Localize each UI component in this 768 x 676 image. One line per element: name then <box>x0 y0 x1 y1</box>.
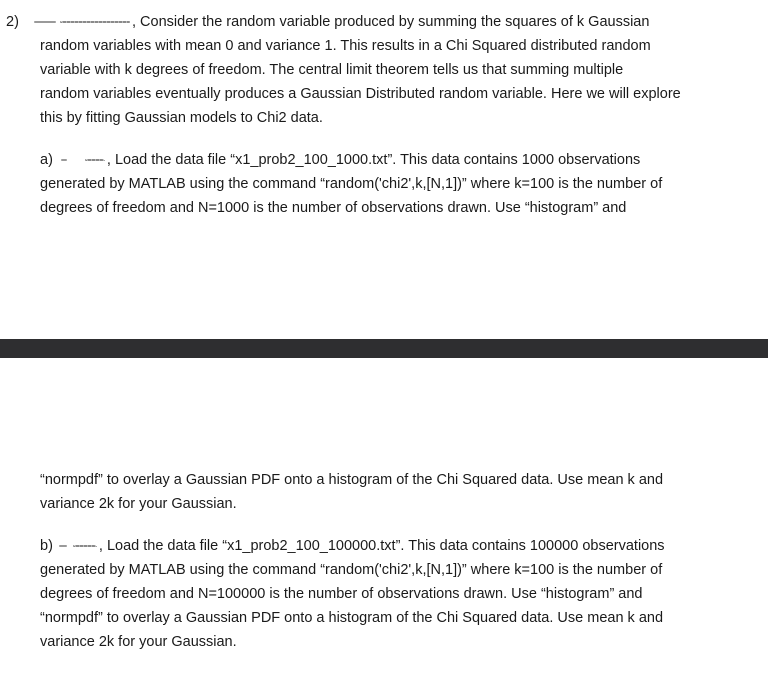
part-a-line: variance 2k for your Gaussian. <box>40 496 237 512</box>
redacted-mark <box>85 159 105 161</box>
part-b-text: , Load the data file “x1_prob2_100_100000.txt”. This data contains 100000 observations <box>98 538 665 554</box>
part-a-line: degrees of freedom and N=1000 is the number of observations drawn. Use “histogram” and <box>40 200 627 216</box>
redacted-mark <box>61 159 67 161</box>
part-a-text: , Load the data file “x1_prob2_100_1000.txt”. This data contains 1000 observations <box>106 152 641 168</box>
question-2-first-line <box>6 10 681 34</box>
part-b <box>40 534 665 654</box>
part-a-first-line <box>40 148 662 172</box>
part-b-line: degrees of freedom and N=100000 is the number of observations drawn. Use “histogram” and <box>40 586 643 602</box>
part-b-first-line <box>40 534 665 558</box>
part-a-line: “normpdf” to overlay a Gaussian PDF onto a histogram of the Chi Squared data. Use mean k and <box>40 472 664 488</box>
part-b-line: “normpdf” to overlay a Gaussian PDF onto a histogram of the Chi Squared data. Use mean k and <box>40 610 664 626</box>
part-b-label: b) <box>40 538 53 554</box>
redacted-mark <box>73 545 97 547</box>
question-2-line: variable with k degrees of freedom. The central limit theorem tells us that summing multiple <box>40 62 624 78</box>
question-2-line: this by fitting Gaussian models to Chi2 data. <box>40 110 323 126</box>
redacted-mark <box>59 545 67 547</box>
question-number: 2) <box>6 14 19 30</box>
question-2-text: , Consider the random variable produced by summing the squares of k Gaussian <box>132 14 650 30</box>
question-2 <box>6 10 681 130</box>
part-a-continued <box>40 468 663 516</box>
redacted-mark <box>34 21 56 23</box>
part-a-label: a) <box>40 152 53 168</box>
question-2-line: random variables eventually produces a Gaussian Distributed random variable. Here we will explore <box>40 86 681 102</box>
page-break-divider <box>0 339 768 358</box>
part-b-line: generated by MATLAB using the command “random('chi2',k,[N,1])” where k=100 is the number of <box>40 562 663 578</box>
part-a <box>40 148 662 220</box>
part-a-line: generated by MATLAB using the command “random('chi2',k,[N,1])” where k=100 is the number of <box>40 176 663 192</box>
question-2-line: random variables with mean 0 and variance 1. This results in a Chi Squared distributed random <box>40 38 651 54</box>
part-b-line: variance 2k for your Gaussian. <box>40 634 237 650</box>
redacted-mark <box>60 21 130 23</box>
